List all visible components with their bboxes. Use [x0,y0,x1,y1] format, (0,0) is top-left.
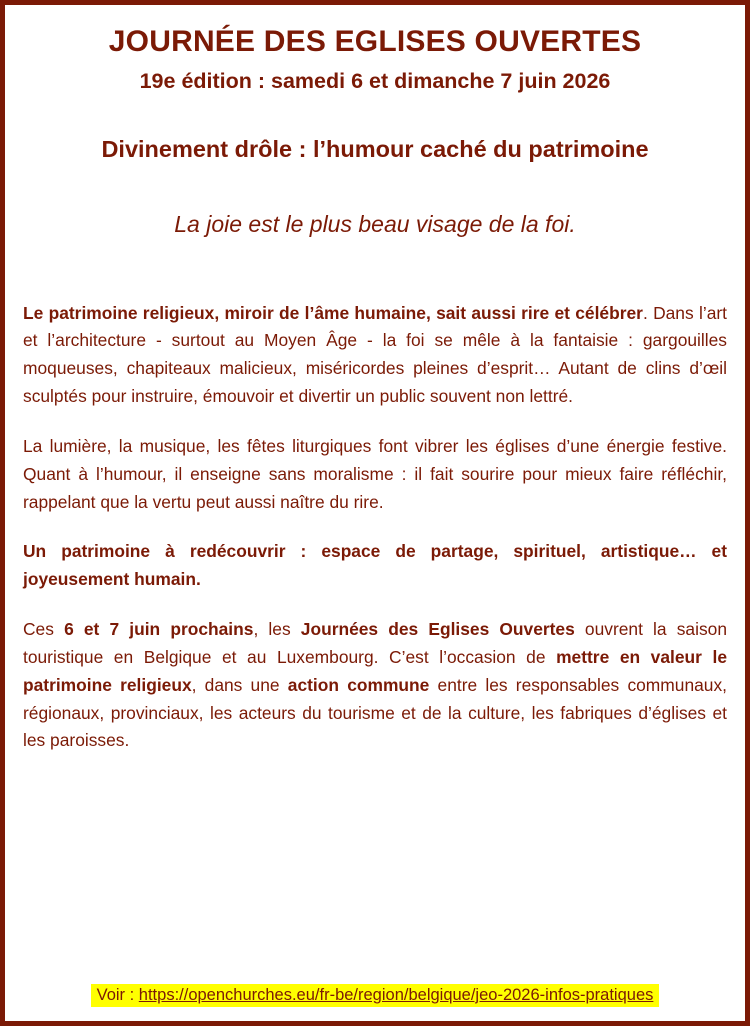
theme-heading: Divinement drôle : l’humour caché du patrimoine [101,135,649,162]
paragraph-4-a: Ces [23,619,65,640]
paragraph-4-e: entre les responsables communaux, régionaux, provinciaux, les acteurs du tourisme et de la culture, les fabriques d’églises et les paroisses. [23,674,727,751]
paragraph-4 [23,616,727,755]
paragraph-4-dates: 6 et 7 juin prochains [64,619,254,640]
paragraph-4-c: ouvrent la saison touristique en Belgique et au Luxembourg. C’est l’occasion de [23,619,727,667]
footer-prefix: Voir : [96,986,139,1004]
edition-subtitle: 19e édition : samedi 6 et dimanche 7 juin 2026 [139,68,611,93]
footer-highlight [91,984,660,1007]
paragraph-2: La lumière, la musique, les fêtes liturgiques font vibrer les églises d’une énergie festive. Quant à l’humour, il enseigne sans moralisme : il fait sourire pour mieux faire réfléchir, rappelant que la vertu peut aussi naître du rire. [23,435,727,512]
paragraph-4-action: action commune [287,674,430,695]
paragraph-4-highlight: mettre en valeur le patrimoine religieux [23,646,727,695]
info-link[interactable]: https://openchurches.eu/fr-be/region/belgique/jeo-2026-infos-pratiques [138,986,654,1004]
paragraph-4-b: , les [253,619,301,640]
footer [5,984,745,1007]
paragraph-4-d: , dans une [191,674,288,695]
paragraph-1-rest: . Dans l’art et l’architecture - surtout au Moyen Âge - la foi se mêle à la fantaisie : gargouilles moqueuses, chapiteaux malicieux, miséricordes pleines d’esprit… Autant de clins d’œil sculptés pour instruire, émouvoir et divertir un public souvent non lettré. [23,302,728,407]
body-text [21,300,729,756]
paragraph-3-bold: Un patrimoine à redécouvrir : espace de partage, spirituel, artistique… et joyeusement humain. [23,541,727,590]
page-title: JOURNÉE DES EGLISES OUVERTES [108,25,642,58]
paragraph-1 [23,300,727,411]
tagline: La joie est le plus beau visage de la foi. [174,210,576,237]
poster-page [5,5,745,1021]
paragraph-1-lead: Le patrimoine religieux, miroir de l’âme humaine, sait aussi rire et célébrer [23,302,643,323]
paragraph-4-event: Journées des Eglises Ouvertes [300,619,575,640]
paragraph-3 [23,538,727,594]
